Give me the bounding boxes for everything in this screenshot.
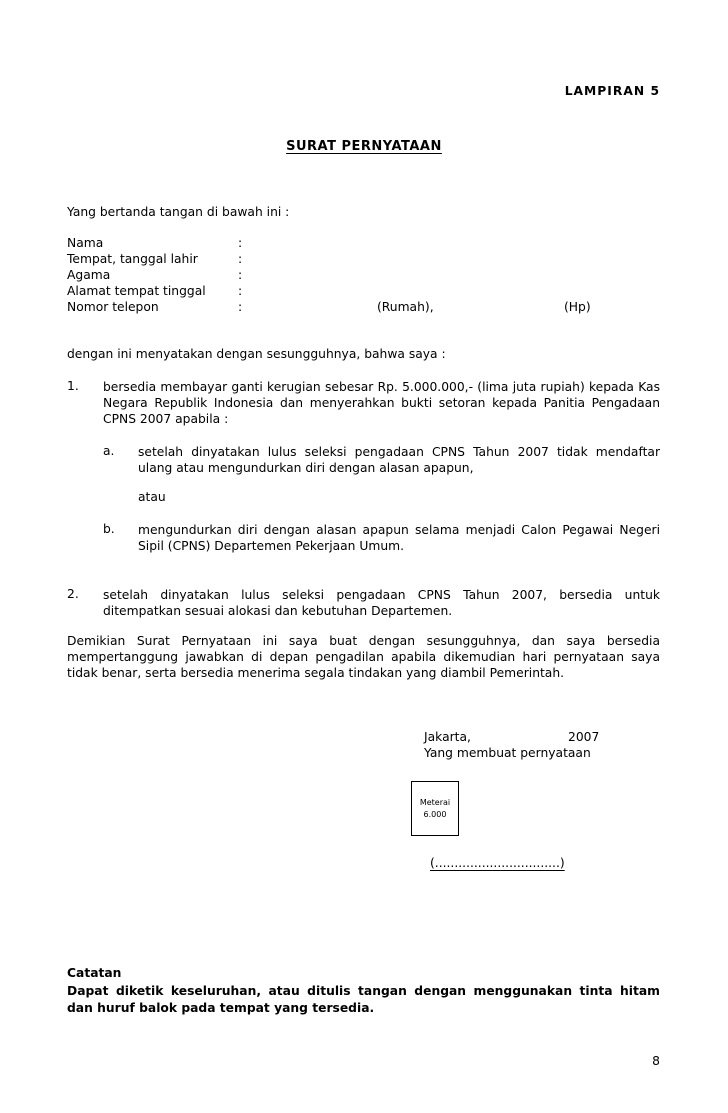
item-2-number: 2. (67, 587, 79, 601)
closing-paragraph: Demikian Surat Pernyataan ini saya buat dengan sesungguhnya, dan saya bersedia mempertanggung jawabkan di depan pengadilan apabila dikemudian hari pernyataan saya tidak benar, serta bersedia menerima segala tindakan yang diambil Pemerintah. (67, 634, 660, 680)
field-birth-colon: : (238, 252, 243, 266)
signature-line: (................................) (430, 856, 565, 870)
field-phone-label: Nomor telepon (67, 300, 159, 314)
signature-year: 2007 (568, 730, 600, 744)
note-title: Catatan (67, 966, 122, 980)
field-phone-colon: : (238, 300, 243, 314)
phone-home-label: (Rumah), (377, 300, 434, 314)
item-2-text: setelah dinyatakan lulus seleksi pengadaan CPNS Tahun 2007, bersedia untuk ditempatkan sesuai alokasi dan kebutuhan Departemen. (103, 588, 660, 618)
field-religion-colon: : (238, 268, 243, 282)
page-number: 8 (652, 1054, 660, 1068)
signature-city: Jakarta, (424, 730, 471, 744)
field-address-label: Alamat tempat tinggal (67, 284, 206, 298)
field-name-colon: : (238, 236, 243, 250)
item-a-label: a. (103, 444, 115, 458)
field-address-colon: : (238, 284, 243, 298)
document-title: SURAT PERNYATAAN (286, 139, 442, 154)
lampiran-label: LAMPIRAN 5 (564, 84, 660, 98)
item-1-text: bersedia membayar ganti kerugian sebesar Rp. 5.000.000,- (lima juta rupiah) kepada Kas Negara Republik Indonesia dan menyerahkan bukti setoran kepada Panitia Pengadaan CPNS 2007 apabila : (103, 380, 660, 426)
meterai-label: Meterai (419, 797, 451, 807)
field-religion-label: Agama (67, 268, 111, 282)
meterai-value: 6.000 (423, 809, 447, 819)
item-a-text: setelah dinyatakan lulus seleksi pengadaan CPNS Tahun 2007 tidak mendaftar ulang atau mengundurkan diri dengan alasan apapun, (138, 445, 660, 475)
item-1-number: 1. (67, 379, 79, 393)
statement-intro: dengan ini menyatakan dengan sesungguhnya, bahwa saya : (67, 347, 446, 361)
signature-maker: Yang membuat pernyataan (424, 746, 591, 760)
intro-text: Yang bertanda tangan di bawah ini : (67, 205, 290, 219)
atau-text: atau (138, 490, 166, 504)
item-b-text: mengundurkan diri dengan alasan apapun selama menjadi Calon Pegawai Negeri Sipil (CPNS) Departemen Pekerjaan Umum. (138, 523, 660, 553)
phone-hp-label: (Hp) (564, 300, 591, 314)
note-text: Dapat diketik keseluruhan, atau ditulis tangan dengan menggunakan tinta hitam dan huruf balok pada tempat yang tersedia. (67, 984, 660, 1015)
field-birth-label: Tempat, tanggal lahir (67, 252, 198, 266)
field-name-label: Nama (67, 236, 104, 250)
meterai-stamp-box (411, 781, 459, 836)
item-b-label: b. (103, 522, 115, 536)
